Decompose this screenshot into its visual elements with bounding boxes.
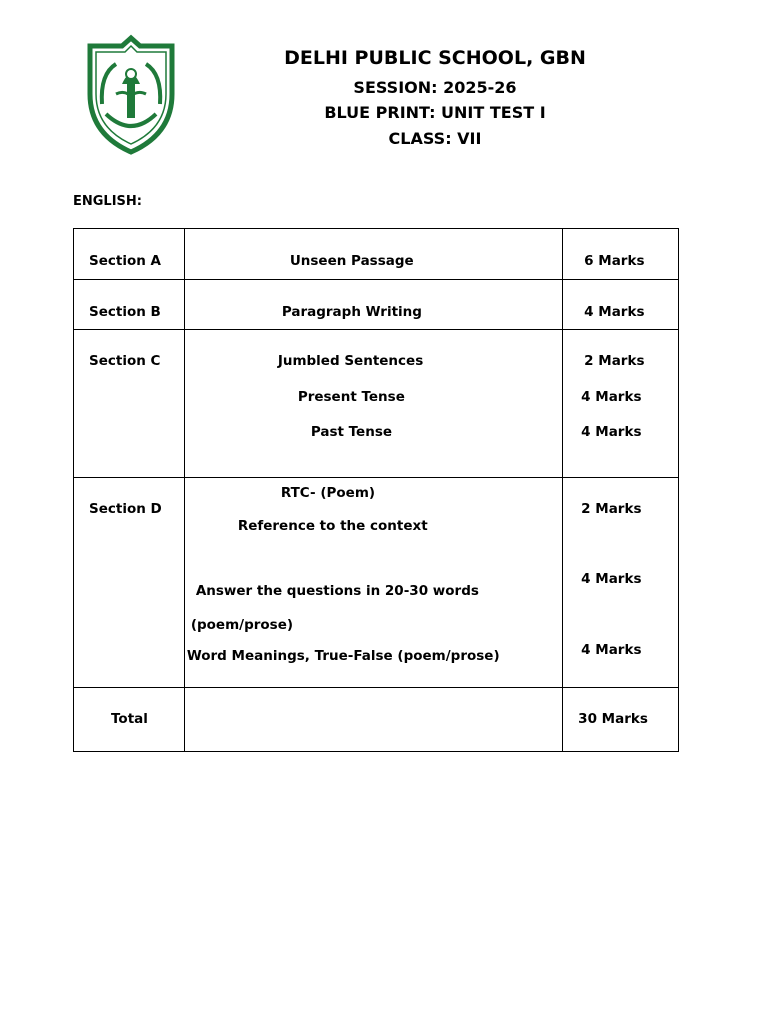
marks-cell [563,229,679,280]
section-c-item: Past Tense [310,424,393,440]
item-cell [184,688,562,752]
section-d-label: Section D [89,501,162,517]
item-cell [184,280,562,330]
section-a-label: Section A [89,253,161,269]
section-c-marks: 2 Marks [584,353,645,369]
item-cell [184,330,562,478]
school-crest-logo [80,34,182,156]
table-row [74,478,679,688]
section-cell [74,280,185,330]
blueprint-title: BLUE PRINT: UNIT TEST I [324,103,546,122]
blueprint-table [73,228,679,752]
section-d-item: (poem/prose) [190,617,294,633]
section-d-marks: 2 Marks [581,501,642,517]
section-cell [74,478,185,688]
section-c-item: Jumbled Sentences [277,353,424,369]
section-d-marks: 4 Marks [581,571,642,587]
section-d-item: Word Meanings, True-False (poem/prose) [186,648,500,664]
item-cell [184,229,562,280]
table-row [74,229,679,280]
class-title: CLASS: VII [388,129,482,148]
item-cell [184,478,562,688]
marks-cell [563,688,679,752]
section-d-marks: 4 Marks [581,642,642,658]
session-title: SESSION: 2025-26 [353,78,517,97]
section-d-item: Reference to the context [237,518,428,534]
table-row [74,280,679,330]
section-d-item: RTC- (Poem) [280,485,376,501]
section-b-item: Paragraph Writing [281,304,422,320]
marks-cell [563,478,679,688]
total-marks: 30 Marks [578,711,648,727]
section-cell [74,330,185,478]
total-label: Total [111,711,148,727]
table-row [74,330,679,478]
marks-cell [563,330,679,478]
section-c-item: Present Tense [297,389,405,405]
section-d-item: Answer the questions in 20-30 words [195,583,479,599]
section-c-marks: 4 Marks [581,389,642,405]
section-cell [74,229,185,280]
section-cell [74,688,185,752]
section-b-marks: 4 Marks [584,304,645,320]
section-a-item: Unseen Passage [289,253,414,269]
section-c-label: Section C [89,353,161,369]
section-c-marks: 4 Marks [581,424,642,440]
section-a-marks: 6 Marks [584,253,645,269]
subject-label: ENGLISH: [73,194,142,209]
section-b-label: Section B [89,304,161,320]
marks-cell [563,280,679,330]
school-name: DELHI PUBLIC SCHOOL, GBN [284,47,586,69]
table-row [74,688,679,752]
